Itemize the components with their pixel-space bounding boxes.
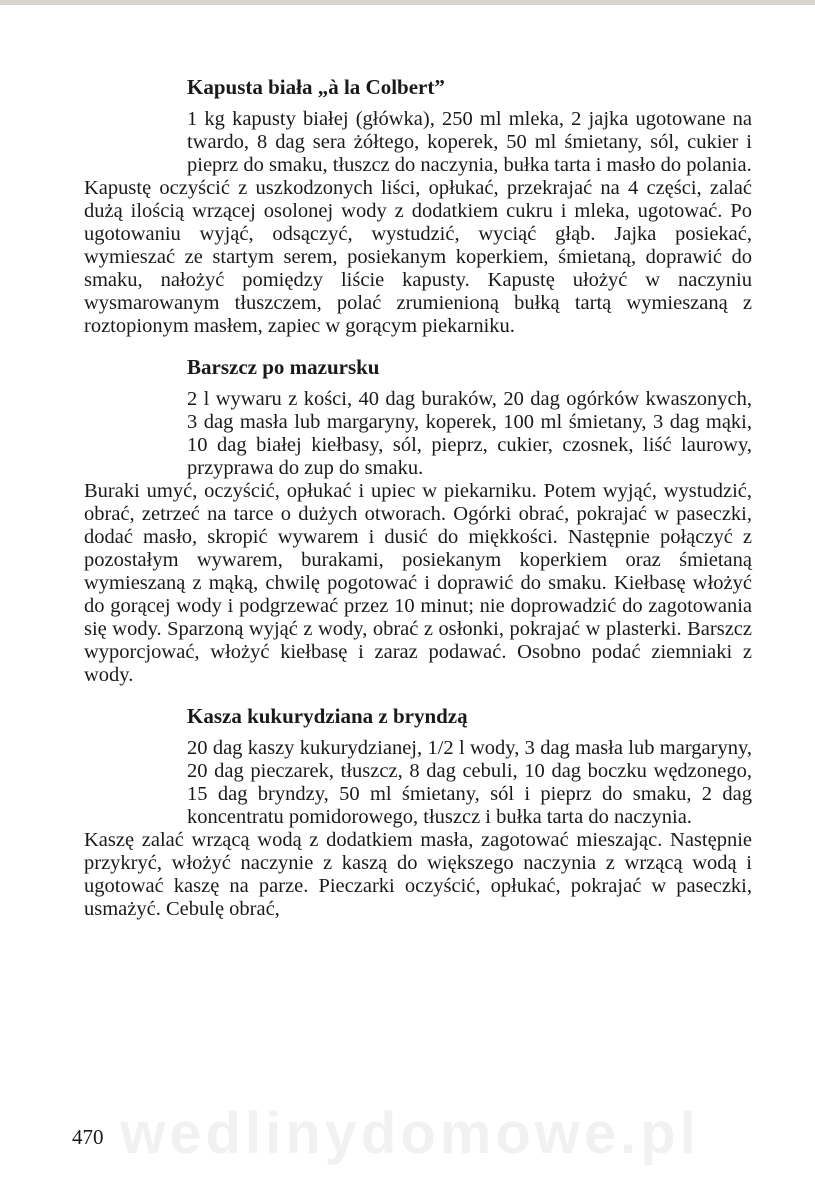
recipe-method: Kaszę zalać wrzącą wodą z dodatkiem masła, zagotować mieszając. Następnie przykryć, włożyć naczynie z kaszą do większego naczynia z wrzącą wodą i ugotować kaszę na parze. Pieczarki oczyścić, opłukać, pokrajać w paseczki, usmażyć. Cebulę obrać, bbox=[84, 829, 752, 920]
recipe-title: Barszcz po mazursku bbox=[187, 355, 380, 379]
book-page bbox=[84, 72, 752, 935]
recipe-title: Kapusta biała „à la Colbert” bbox=[187, 75, 445, 99]
recipe-kasza-kukurydziana bbox=[84, 701, 752, 921]
watermark: wedlinydomowe.pl bbox=[120, 1101, 700, 1166]
recipe-method: Buraki umyć, oczyścić, opłukać i upiec w piekarniku. Potem wyjąć, wystudzić, obrać, zetrzeć na tarce o dużych otworach. Ogórki obrać, pokrajać w paseczki, dodać masło, skropić wywarem i dusić do miękkości. Następnie połączyć z pozostałym wywarem, burakami, posiekanym koperkiem oraz śmietaną wymieszaną z mąką, chwilę pogotować i doprawić do smaku. Kiełbasę włożyć do gorącej wody i podgrzewać przez 10 minut; nie doprowadzić do zagotowania się wody. Sparzoną wyjąć z wody, obrać z osłonki, pokrajać w plasterki. Barszcz wyporcjować, włożyć kiełbasę i zaraz podawać. Osobno podać ziemniaki z wody. bbox=[84, 480, 752, 686]
page-top-edge bbox=[0, 0, 815, 5]
recipe-title: Kasza kukurydziana z bryndzą bbox=[187, 704, 468, 728]
recipe-ingredients: 2 l wywaru z kości, 40 dag buraków, 20 dag ogórków kwaszonych, 3 dag masła lub margaryny, koperek, 100 ml śmietany, 3 dag mąki, 10 dag białej kiełbasy, sól, pieprz, cukier, czosnek, liść laurowy, przyprawa do zup do smaku. bbox=[187, 388, 752, 479]
page-number: 470 bbox=[72, 1125, 104, 1149]
recipe-barszcz-po-mazursku bbox=[84, 352, 752, 687]
recipe-kapusta-biala bbox=[84, 72, 752, 338]
recipe-ingredients: 20 dag kaszy kukurydzianej, 1/2 l wody, 3 dag masła lub margaryny, 20 dag pieczarek, tłuszcz, 8 dag cebuli, 10 dag boczku wędzonego, 15 dag bryndzy, 50 ml śmietany, sól i pieprz do smaku, 2 dag koncentratu pomidorowego, tłuszcz i bułka tarta do naczynia. bbox=[187, 737, 752, 828]
recipe-ingredients: 1 kg kapusty białej (główka), 250 ml mleka, 2 jajka ugotowane na twardo, 8 dag sera żółtego, koperek, 50 ml śmietany, sól, cukier i pieprz do smaku, tłuszcz do naczynia, bułka tarta i masło do polania. bbox=[187, 108, 752, 176]
recipe-method: Kapustę oczyścić z uszkodzonych liści, opłukać, przekrajać na 4 części, zalać dużą ilością wrzącej osolonej wody z dodatkiem cukru i mleka, ugotować. Po ugotowaniu wyjąć, odsączyć, wystudzić, wyciąć głąb. Jajka posiekać, wymieszać ze startym serem, posiekanym koperkiem, śmietaną, doprawić do smaku, nałożyć pomiędzy liście kapusty. Kapustę ułożyć w naczyniu wysmarowanym tłuszczem, polać zrumienioną bułką tartą wymieszaną z roztopionym masłem, zapiec w gorącym piekarniku. bbox=[84, 177, 752, 337]
